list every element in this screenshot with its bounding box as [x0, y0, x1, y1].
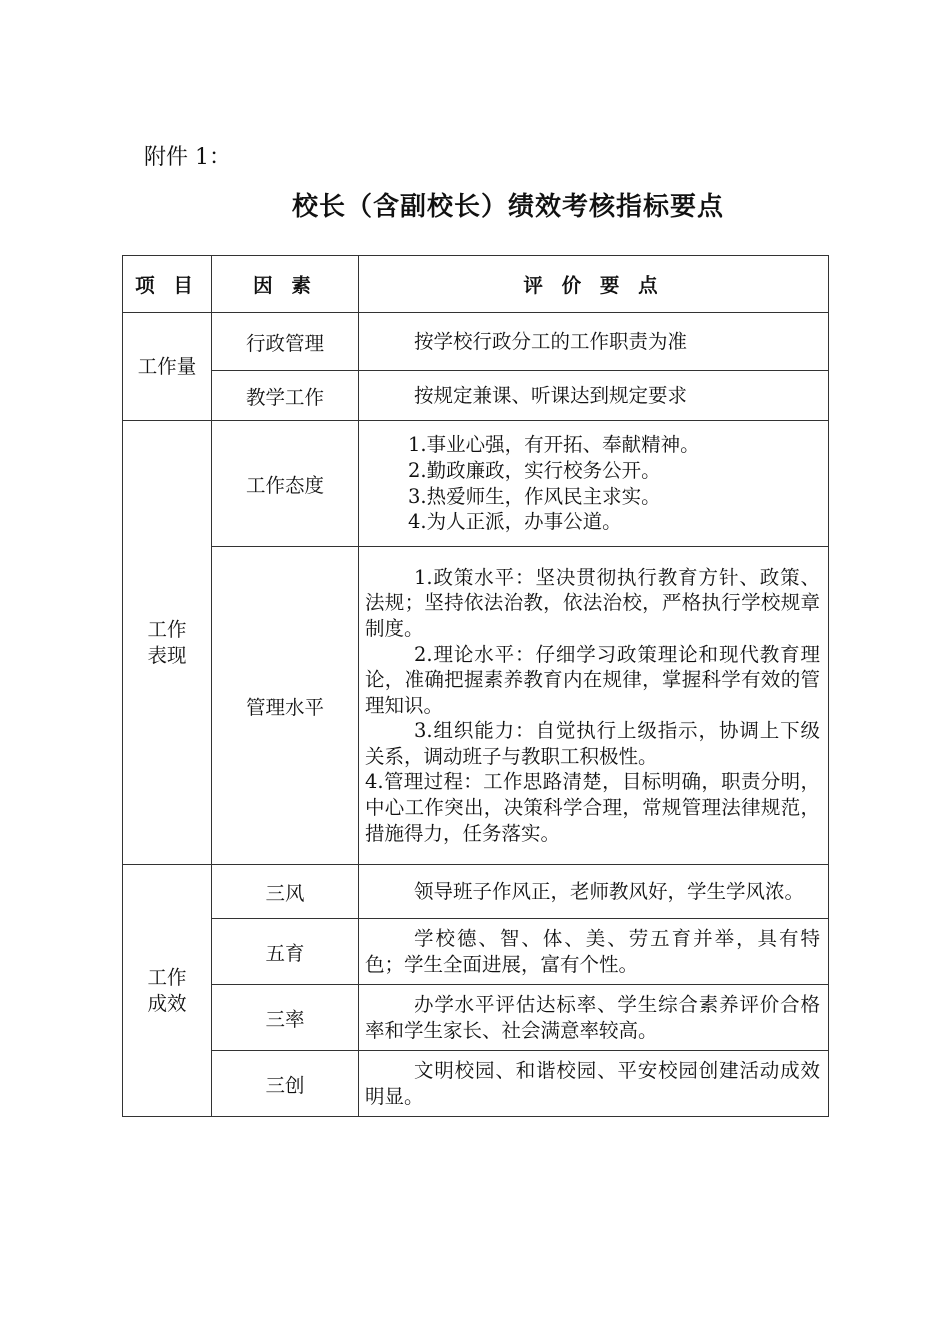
project-label: 工作量: [137, 354, 197, 378]
point-item: 4.为人正派，办事公道。: [408, 510, 622, 534]
factor-cell: 三创: [212, 1051, 359, 1117]
points-cell: [359, 919, 829, 985]
project-label-line: 成效: [147, 991, 187, 1015]
factor-cell: 三率: [212, 985, 359, 1051]
table-row: [123, 865, 829, 919]
project-cell: [123, 421, 212, 865]
point-item: 3.热爱师生，作风民主求实。: [408, 484, 661, 508]
project-cell: [123, 865, 212, 1117]
factor-cell: 行政管理: [212, 313, 359, 371]
point-item: 按规定兼课、听课达到规定要求: [414, 383, 688, 407]
factor-cell: 五育: [212, 919, 359, 985]
factor-cell: 工作态度: [212, 421, 359, 547]
points-cell: [359, 421, 829, 547]
table-row: [123, 371, 829, 421]
factor-cell: 教学工作: [212, 371, 359, 421]
point-item: 3.组织能力：自觉执行上级指示，协调上下级关系，调动班子与教职工积极性。: [365, 719, 820, 768]
point-item: 2.勤政廉政，实行校务公开。: [408, 458, 661, 482]
factor-cell: 管理水平: [212, 547, 359, 865]
point-item: 1.政策水平：坚决贯彻执行教育方针、政策、法规；坚持依法治教，依法治校，严格执行学校规章制度。: [365, 565, 820, 640]
points-cell: [359, 313, 829, 371]
point-item: 按学校行政分工的工作职责为准: [414, 329, 688, 353]
table-row: [123, 919, 829, 985]
point-item: 办学水平评估达标率、学生综合素养评价合格率和学生家长、社会满意率较高。: [365, 992, 820, 1042]
point-item: 1.事业心强，有开拓、奉献精神。: [408, 433, 700, 457]
table-row: [123, 313, 829, 371]
point-item: 文明校园、和谐校园、平安校园创建活动成效明显。: [365, 1058, 820, 1108]
table-header-row: [123, 256, 829, 313]
points-cell: [359, 1051, 829, 1117]
header-points: 评 价 要 点: [359, 256, 829, 313]
point-item: 学校德、智、体、美、劳五育并举，具有特色；学生全面进展，富有个性。: [365, 926, 820, 976]
project-cell: [123, 313, 212, 421]
point-item: 4.管理过程：工作思路清楚，目标明确，职责分明，中心工作突出，决策科学合理，常规管理法律规范，措施得力，任务落实。: [365, 770, 820, 845]
point-item: 2.理论水平：仔细学习政策理论和现代教育理论，准确把握素养教育内在规律，掌握科学有效的管理知识。: [365, 642, 820, 717]
table-row: [123, 1051, 829, 1117]
table-row: [123, 547, 829, 865]
project-label-line: 工作: [147, 617, 187, 641]
header-factor: 因 素: [212, 256, 359, 313]
document-title: 校长（含副校长）绩效考核指标要点: [291, 192, 724, 222]
table-row: [123, 421, 829, 547]
factor-cell: 三风: [212, 865, 359, 919]
points-cell: [359, 547, 829, 865]
points-cell: [359, 985, 829, 1051]
table-row: [123, 985, 829, 1051]
evaluation-table: [122, 255, 829, 1117]
project-label-line: 工作: [147, 965, 187, 989]
header-project: 项 目: [123, 256, 212, 313]
project-label-line: 表现: [147, 643, 187, 667]
points-cell: [359, 371, 829, 421]
attachment-label: 附件 1：: [144, 145, 231, 170]
points-cell: [359, 865, 829, 919]
point-item: 领导班子作风正，老师教风好，学生学风浓。: [414, 879, 805, 903]
